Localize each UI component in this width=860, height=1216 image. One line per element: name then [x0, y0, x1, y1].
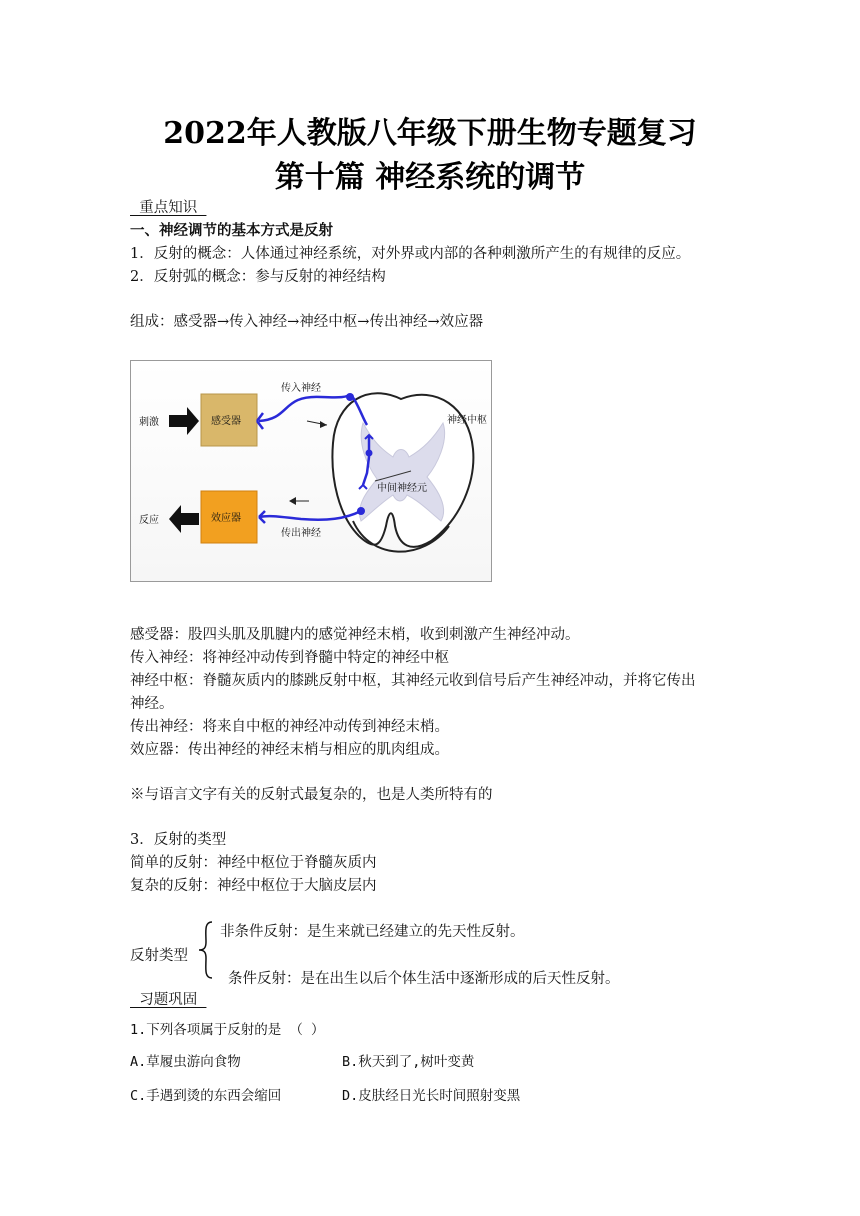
desc-afferent: 传入神经：将神经冲动传到脊髓中特定的神经中枢	[130, 650, 449, 666]
response-arrow-icon	[169, 505, 199, 533]
desc-center-cont: 神经。	[130, 696, 174, 712]
para-reflex-types: 3．反射的类型	[130, 832, 227, 848]
option-c: C.手遇到烫的东西会缩回	[130, 1088, 282, 1104]
label-efferent: 传出神经	[281, 528, 321, 539]
section-key-points: 重点知识	[130, 200, 207, 216]
label-effector: 效应器	[211, 513, 241, 524]
desc-receptor: 感受器：股四头肌及肌腱内的感觉神经末梢，收到刺激产生神经冲动。	[130, 627, 580, 643]
brace-label: 反射类型	[130, 948, 188, 964]
stimulus-arrow-icon	[169, 407, 199, 435]
para-simple-reflex: 简单的反射：神经中枢位于脊髓灰质内	[130, 855, 377, 871]
title-line-1: 2022年人教版八年级下册生物专题复习	[163, 116, 697, 151]
section-exercises: 习题巩固	[130, 992, 207, 1008]
desc-effector: 效应器：传出神经的神经末梢与相应的肌肉组成。	[130, 742, 449, 758]
note-language-reflex: ※与语言文字有关的反射式最复杂的，也是人类所特有的	[130, 787, 493, 803]
label-interneuron: 中间神经元	[377, 483, 427, 494]
unconditioned-reflex: 非条件反射：是生来就已经建立的先天性反射。	[220, 924, 525, 940]
reflex-arc-svg	[131, 361, 491, 581]
option-b: B.秋天到了,树叶变黄	[342, 1054, 475, 1070]
title-line-2: 第十篇 神经系统的调节	[274, 160, 586, 195]
afferent-ganglion	[346, 393, 354, 401]
label-center: 神经中枢	[447, 415, 487, 426]
para-reflex-concept: 1．反射的概念：人体通过神经系统，对外界或内部的各种刺激所产生的有规律的反应。	[130, 246, 691, 262]
para-complex-reflex: 复杂的反射：神经中枢位于大脑皮层内	[130, 878, 377, 894]
para-composition: 组成：感受器→传入神经→神经中枢→传出神经→效应器	[130, 314, 484, 330]
heading-reflex: 一、神经调节的基本方式是反射	[130, 222, 333, 239]
curly-brace-icon	[196, 920, 216, 980]
interneuron-body	[366, 450, 373, 457]
reflex-arc-diagram	[130, 360, 492, 582]
option-a: A.草履虫游向食物	[130, 1054, 241, 1070]
conditioned-reflex: 条件反射：是在出生以后个体生活中逐渐形成的后天性反射。	[228, 971, 620, 987]
label-response: 反应	[139, 515, 159, 526]
label-afferent: 传入神经	[281, 383, 321, 394]
label-receptor: 感受器	[211, 416, 241, 427]
para-reflex-arc-concept: 2．反射弧的概念：参与反射的神经结构	[130, 269, 386, 285]
option-d: D.皮肤经日光长时间照射变黑	[342, 1088, 521, 1104]
label-stimulus: 刺激	[139, 417, 159, 428]
question-1: 1.下列各项属于反射的是 （ ）	[130, 1022, 325, 1038]
desc-center: 神经中枢：脊髓灰质内的膝跳反射中枢，其神经元收到信号后产生神经冲动，并将它传出	[130, 673, 696, 689]
desc-efferent: 传出神经：将来自中枢的神经冲动传到神经末梢。	[130, 719, 449, 735]
